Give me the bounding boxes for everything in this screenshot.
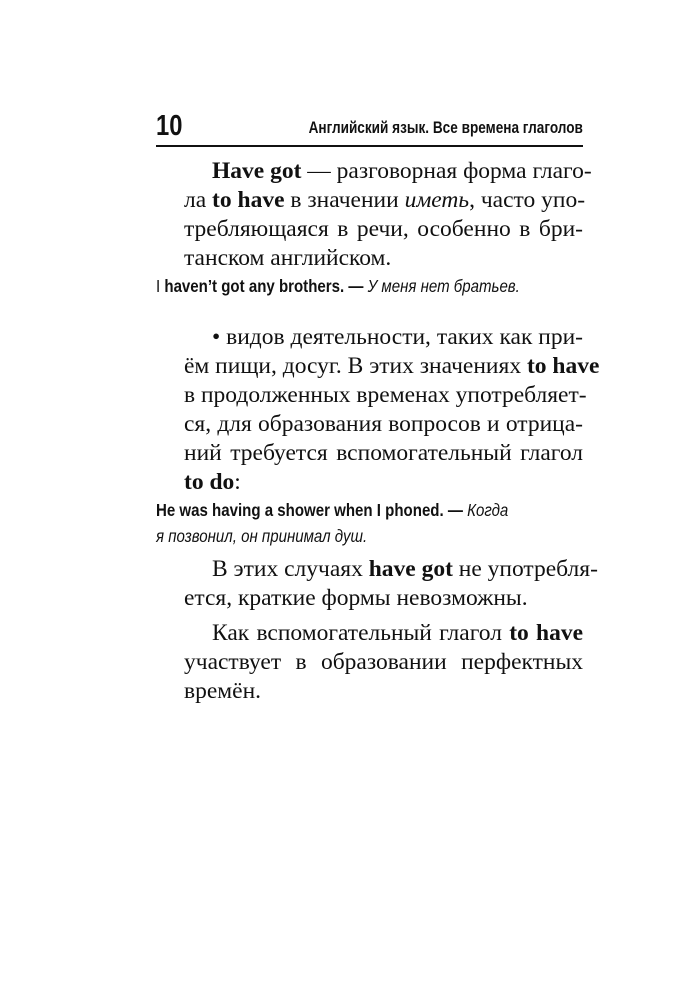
page-body	[156, 157, 600, 706]
term-to-have: to have	[212, 187, 285, 213]
text-span: в значении	[284, 187, 405, 213]
italic-meaning: иметь	[404, 187, 470, 213]
text-span: I	[156, 276, 165, 296]
example-rest: a shower when I phoned. —	[260, 500, 463, 520]
example-translation: У меня нет братьев.	[363, 276, 520, 296]
text-line	[156, 186, 586, 215]
text-line	[156, 157, 592, 186]
example-sentence	[156, 273, 583, 299]
text-span: ла	[184, 187, 213, 213]
term-have-got: have got	[368, 556, 453, 582]
text-span: Как вспомогательный глагол	[212, 620, 510, 646]
text-span: В этих случаях	[212, 556, 369, 582]
text-line: требляющаяся в речи, особенно в бри-	[184, 216, 583, 242]
example-highlight: haven’t got	[164, 276, 245, 296]
text-span: не употребля-	[452, 556, 598, 582]
example-translation: Когда	[462, 500, 509, 520]
example-highlight: was having	[179, 500, 261, 520]
header-rule	[156, 145, 583, 147]
example-rest: He	[156, 500, 180, 520]
text-line: времён.	[184, 678, 262, 704]
term-to-have: to have	[509, 620, 583, 646]
term-to-have: to have	[526, 353, 600, 379]
spacer	[156, 299, 583, 323]
text-span: :	[234, 469, 241, 495]
text-line: ется, краткие формы невозможны.	[184, 585, 528, 611]
text-line	[156, 468, 583, 497]
text-line	[156, 619, 583, 648]
paragraph-have-got	[156, 157, 592, 273]
term-have-got: Have got	[212, 158, 302, 184]
text-line: участвует в образовании перфектных	[184, 649, 583, 675]
text-span: ём пищи, досуг. В этих значениях	[184, 353, 527, 379]
example-translation: я позвонил, он принимал душ.	[156, 526, 368, 546]
term-to-do: to do	[184, 469, 235, 495]
running-title: Английский язык. Все времена глаголов	[308, 118, 583, 137]
text-line	[156, 352, 600, 381]
page-header	[156, 110, 583, 146]
text-span: — разговорная форма глаго-	[301, 158, 592, 184]
example-sentence-continued	[156, 523, 583, 549]
text-span: , часто упо-	[469, 187, 586, 213]
paragraph-activities	[156, 323, 600, 497]
example-rest: any brothers. —	[244, 276, 364, 296]
paragraph-have-got-usage	[156, 555, 598, 613]
text-line: в продолженных временах употребляет-	[184, 382, 587, 408]
paragraph-auxiliary	[156, 619, 583, 706]
page-number: 10	[156, 110, 183, 142]
text-line: • видов деятельности, таких как при-	[212, 324, 583, 350]
example-sentence	[156, 497, 583, 523]
text-line: танском английском.	[184, 245, 392, 271]
text-line: ний требуется вспомогательный глагол	[184, 440, 583, 466]
text-line	[156, 555, 598, 584]
text-line: ся, для образования вопросов и отрица-	[184, 411, 583, 437]
